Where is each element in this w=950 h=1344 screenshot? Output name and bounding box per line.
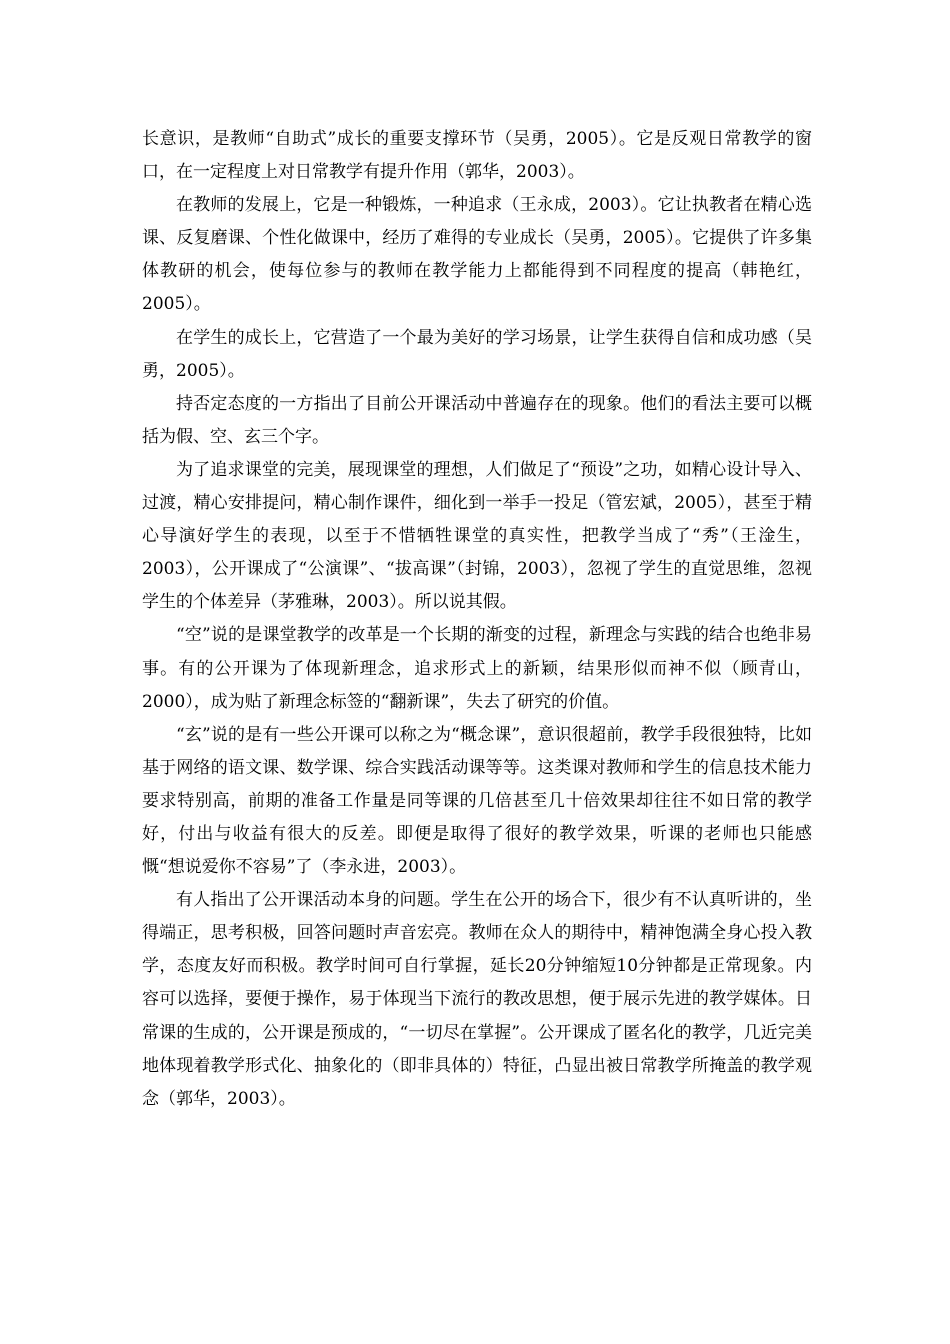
paragraph-4-lead: 持 <box>176 393 194 414</box>
document-body <box>142 123 812 1116</box>
paragraph-7: “玄”说的是有一些公开课可以称之为“概念课”，意识很超前，教学手段很独特，比如基于网络的语文课、数学课、综合实践活动课等等。这类课对教师和学生的信息技术能力要求特别高，前期的准备工作量是同等课的几倍甚至几十倍效果却往往不如日常的教学好，付出与收益有很大的反差。即便是取得了很好的教学效果，听课的老师也只能感慨“想说爱你不容易”了（李永进，2003）。 <box>142 724 812 878</box>
paragraph-4-rest: 态度的一方指出了目前公开课活动中普遍存在的现象。他们的看法主要可以概括为假、空、玄三个字。 <box>142 393 813 447</box>
paragraph-3: 在学生的成长上，它营造了一个最为美好的学习场景，让学生获得自信和成功感（吴勇，2005）。 <box>142 327 812 381</box>
paragraph-4 <box>142 388 812 454</box>
paragraph-1: 长意识，是教师“自助式”成长的重要支撑环节（吴勇，2005）。它是反观日常教学的窗口，在一定程度上对日常教学有提升作用（郭华，2003）。 <box>142 129 812 183</box>
paragraph-6: “空”说的是课堂教学的改革是一个长期的渐变的过程，新理念与实践的结合也绝非易事。有的公开课为了体现新理念，追求形式上的新颖，结果形似而神不似（顾青山，2000），成为贴了新理念标签的“翻新课”，失去了研究的价值。 <box>142 625 812 712</box>
emphasized-term: 否定 <box>193 393 228 414</box>
paragraph-8: 有人指出了公开课活动本身的问题。学生在公开的场合下，很少有不认真听讲的，坐得端正，思考积极，回答问题时声音宏亮。教师在众人的期待中，精神饱满全身心投入教学，态度友好而积极。教学时间可自行掌握，延长20分钟缩短10分钟都是正常现象。内容可以选择，要便于操作，易于体现当下流行的教改思想，便于展示先进的教学媒体。日常课的生成的，公开课是预成的，“一切尽在掌握”。公开课成了匿名化的教学，几近完美地体现着教学形式化、抽象化的（即非具体的）特征，凸显出被日常教学所掩盖的教学观念（郭华，2003）。 <box>142 890 812 1109</box>
paragraph-2: 在教师的发展上，它是一种锻炼，一种追求（王永成，2003）。它让执教者在精心选课、反复磨课、个性化做课中，经历了难得的专业成长（吴勇，2005）。它提供了许多集体教研的机会，使每位参与的教师在教学能力上都能得到不同程度的提高（韩艳红，2005）。 <box>142 195 812 315</box>
paragraph-5: 为了追求课堂的完美，展现课堂的理想，人们做足了“预设”之功，如精心设计导入、过渡，精心安排提问，精心制作课件，细化到一举手一投足（管宏斌，2005），甚至于精心导演好学生的表现，以至于不惜牺牲课堂的真实性，把教学当成了“秀”（王淦生，2003），公开课成了“公演课”、“拔高课”（封锦，2003），忽视了学生的直觉思维，忽视学生的个体差异（茅雅琳，2003）。所以说其假。 <box>142 459 812 613</box>
